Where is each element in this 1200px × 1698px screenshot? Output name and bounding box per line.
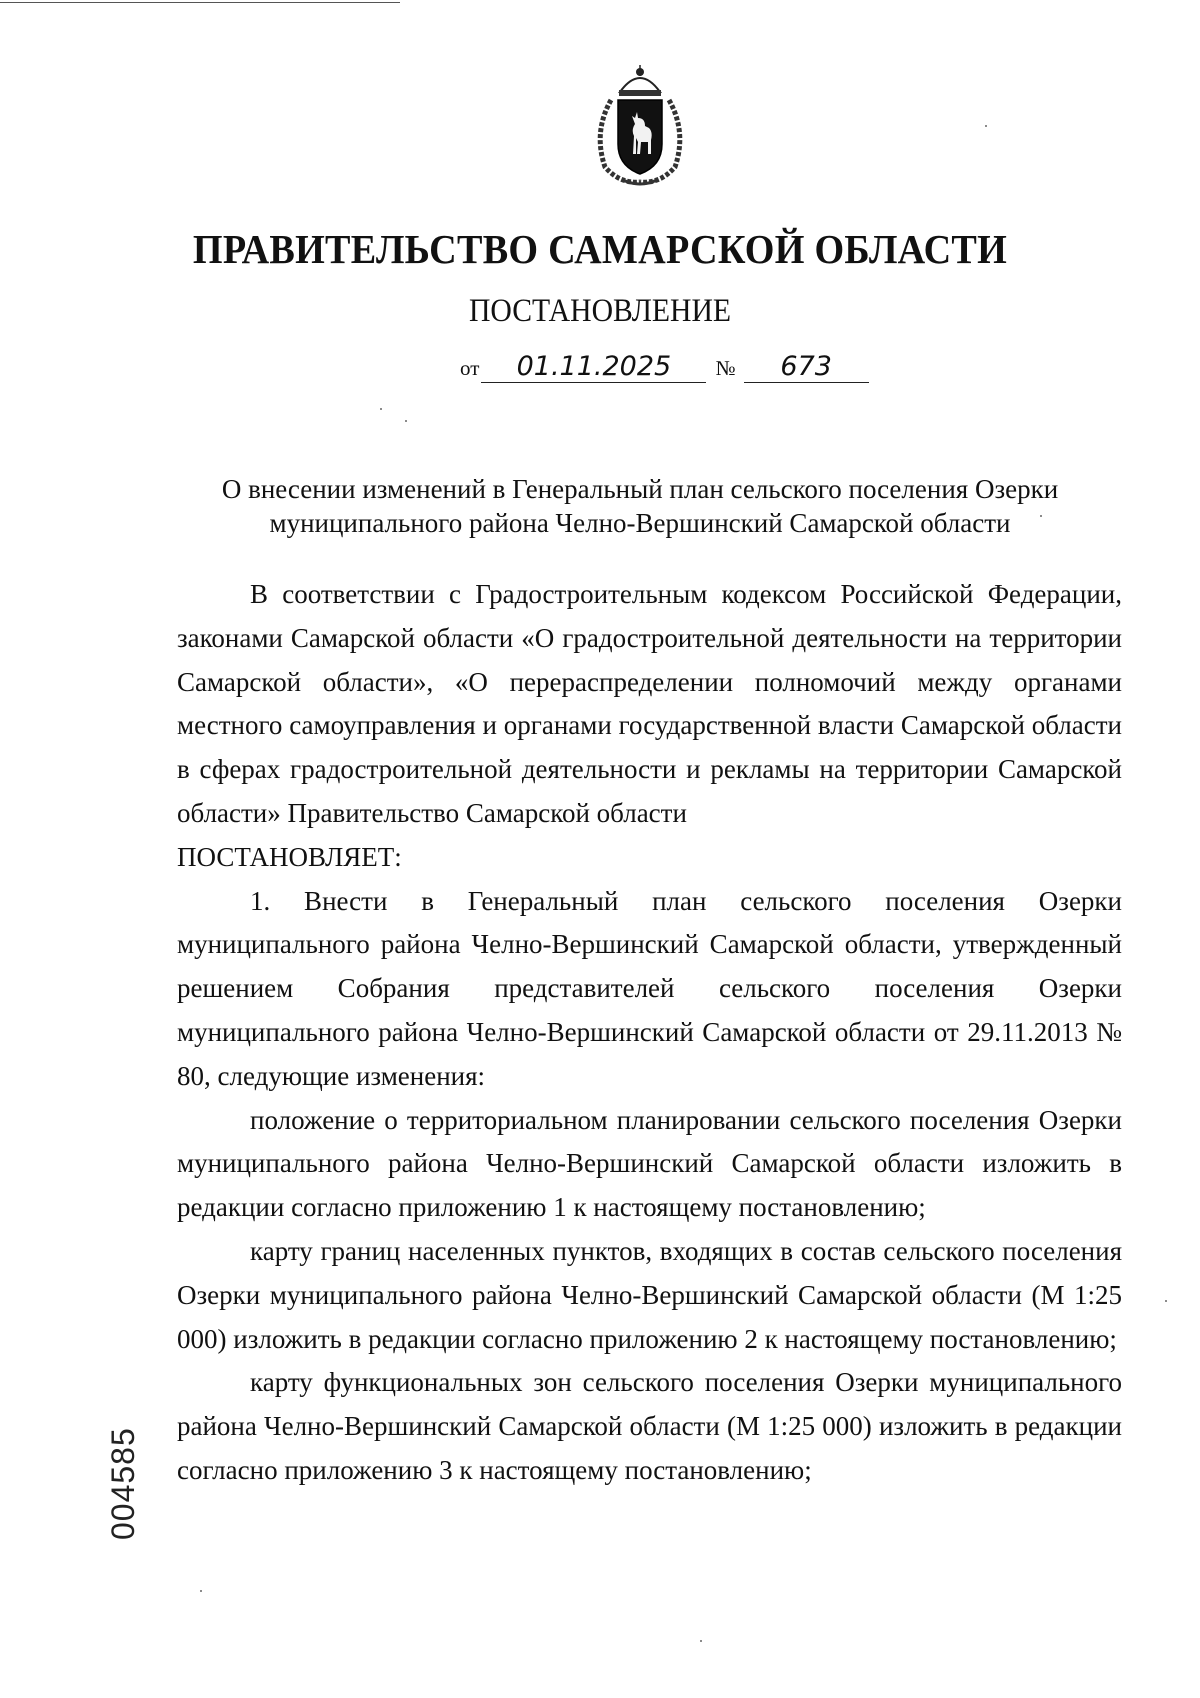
samara-coat-of-arms-icon	[585, 62, 695, 190]
scan-speck	[985, 125, 987, 127]
subject-line-2: муниципального района Челно-Вершинский Самарской области	[269, 508, 1011, 538]
date-prefix: от	[460, 356, 480, 380]
amendment-paragraph-2: карту границ населенных пунктов, входящих в состав сельского поселения Озерки муниципального района Челно-Вершинский Самарской области (М 1:25 000) изложить в редакции согласно приложению 2 к настоящему постановлению;	[177, 1235, 1122, 1354]
preamble-paragraph: В соответствии с Градостроительным кодексом Российской Федерации, законами Самарской области «О градостроительной деятельности на территории Самарской области», «О перераспределении полномочий между органами местного самоуправления и органами государственной власти Самарской области в сферах градостроительной деятельности и рекламы на территории Самарской области» Правительство Самарской области	[177, 579, 1122, 828]
document-number: 673	[744, 352, 869, 383]
scan-speck	[380, 408, 382, 410]
number-prefix: №	[715, 356, 736, 380]
amendment-paragraph-1: положение о территориальном планировании сельского поселения Озерки муниципального района Челно-Вершинский Самарской области изложить в редакции согласно приложению 1 к настоящему постановлению;	[177, 1104, 1122, 1223]
item-1-paragraph: 1. Внести в Генеральный план сельского поселения Озерки муниципального района Челно-Вершинский Самарской области, утвержденный решением Собрания представителей сельского поселения Озерки муниципального района Челно-Вершинский Самарской области от 29.11.2013 № 80, следующие изменения:	[177, 885, 1122, 1091]
document-date: 01.11.2025	[481, 352, 706, 383]
scan-speck	[1165, 1300, 1167, 1302]
document-reference	[460, 352, 869, 383]
scan-speck	[405, 420, 407, 422]
document-type: ПОСТАНОВЛЕНИЕ	[468, 293, 732, 329]
amendment-paragraph-3: карту функциональных зон сельского поселения Озерки муниципального района Челно-Вершинский Самарской области (М 1:25 000) изложить в редакции согласно приложению 3 к настоящему постановлению;	[177, 1367, 1122, 1485]
subject-line-1: О внесении изменений в Генеральный план сельского поселения Озерки	[221, 474, 1059, 504]
resolves-heading: ПОСТАНОВЛЯЕТ:	[177, 841, 402, 872]
top-edge-line	[0, 2, 400, 3]
document-subject	[160, 472, 1120, 540]
scan-speck	[700, 1640, 702, 1642]
government-title: ПРАВИТЕЛЬСТВО САМАРСКОЙ ОБЛАСТИ	[192, 226, 1008, 272]
page-serial-stamp: 004585	[105, 1427, 141, 1540]
document-body	[177, 573, 1122, 1493]
scan-speck	[200, 1590, 202, 1592]
scan-speck	[1040, 515, 1042, 517]
